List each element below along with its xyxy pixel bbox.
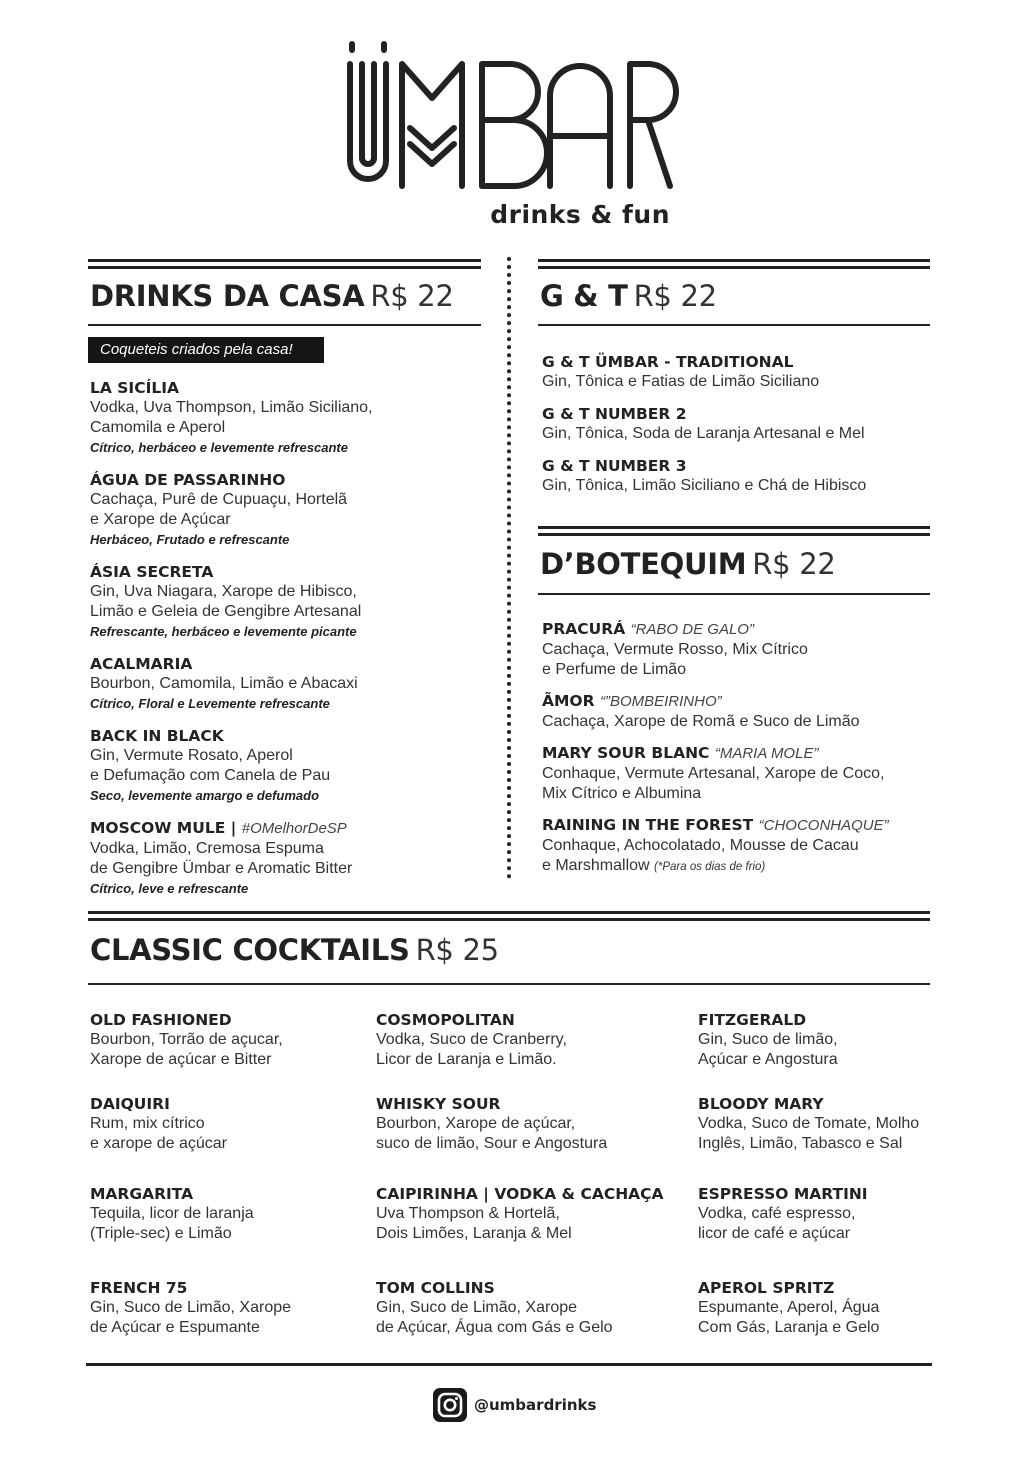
menu-item: [542, 352, 819, 392]
section-price: R$ 22: [633, 279, 717, 313]
section-title-text: CLASSIC COCKTAILS: [90, 933, 410, 967]
menu-item: [90, 726, 330, 805]
item-name: BLOODY MARY: [698, 1095, 824, 1113]
item-description: Cachaça, Xarope de Romã e Suco de Limão: [542, 713, 860, 730]
item-name: MARGARITA: [90, 1185, 194, 1203]
item-description: Vodka, Suco de Cranberry, Licor de Laranja e Limão.: [376, 1031, 567, 1068]
menu-item: [90, 1278, 291, 1338]
item-name: [542, 743, 884, 764]
item-description: Vodka, Uva Thompson, Limão Siciliano, Camomila e Aperol: [90, 399, 373, 436]
menu-item: [698, 1010, 838, 1070]
house-cocktails-tag: Coqueteis criados pela casa!: [88, 337, 324, 363]
item-name-text: MARY SOUR BLANC: [542, 744, 710, 762]
section-price: R$ 25: [415, 933, 499, 967]
item-description: Tequila, licor de laranja (Triple-sec) e Limão: [90, 1205, 254, 1242]
menu-item: [90, 378, 373, 457]
item-tasting-note: Herbáceo, Frutado e refrescante: [90, 532, 290, 547]
item-name: ÁGUA DE PASSARINHO: [90, 471, 286, 489]
item-name: TOM COLLINS: [376, 1279, 495, 1297]
item-name: CAIPIRINHA | VODKA & CACHAÇA: [376, 1185, 664, 1203]
item-name: ESPRESSO MARTINI: [698, 1185, 868, 1203]
item-name: G & T NUMBER 2: [542, 405, 687, 423]
menu-item: [542, 456, 866, 496]
menu-item: [90, 1184, 254, 1244]
instagram-handle-link[interactable]: @umbardrinks: [474, 1396, 597, 1414]
item-name: LA SICÍLIA: [90, 379, 179, 397]
item-description: Bourbon, Camomila, Limão e Abacaxi: [90, 675, 358, 692]
item-description: Uva Thompson & Hortelã, Dois Limões, Laranja & Mel: [376, 1205, 572, 1242]
item-name: ACALMARIA: [90, 655, 193, 673]
menu-item: [90, 470, 347, 549]
menu-item: [542, 743, 884, 804]
section-title-gt: [540, 279, 717, 313]
menu-item: [376, 1094, 607, 1154]
item-description: Rum, mix cítrico e xarope de açúcar: [90, 1115, 227, 1152]
item-description: Gin, Suco de limão, Açúcar e Angostura: [698, 1031, 838, 1068]
column-divider: [507, 257, 511, 879]
section-title-drinks-da-casa: [90, 279, 454, 313]
menu-item: [376, 1184, 664, 1244]
footer-rule: [86, 1363, 932, 1366]
item-name: BACK IN BLACK: [90, 727, 224, 745]
item-name: APEROL SPRITZ: [698, 1279, 835, 1297]
item-description: Cachaça, Purê de Cupuaçu, Hortelã e Xarope de Açúcar: [90, 491, 348, 528]
item-name: [542, 691, 860, 712]
menu-item: [90, 654, 358, 713]
section-title-text: DRINKS DA CASA: [90, 279, 365, 313]
item-alias: “MARIA MOLE”: [714, 745, 819, 762]
menu-item: [376, 1010, 567, 1070]
title-underline-right: [538, 324, 930, 326]
item-name: [542, 815, 889, 836]
menu-item: [90, 1094, 227, 1154]
item-name: FITZGERALD: [698, 1011, 807, 1029]
item-alias: “”BOMBEIRINHO”: [599, 693, 722, 710]
item-alias: “CHOCONHAQUE”: [758, 817, 889, 834]
section-title-botequim: [540, 547, 836, 581]
botequim-underline: [538, 593, 930, 595]
item-description: Gin, Suco de Limão, Xarope de Açúcar, Água com Gás e Gelo: [376, 1299, 613, 1336]
item-name: WHISKY SOUR: [376, 1095, 501, 1113]
menu-item: [542, 404, 865, 444]
section-title-text: G & T: [540, 279, 628, 313]
item-description: Bourbon, Xarope de açúcar, suco de limão, Sour e Angostura: [376, 1115, 608, 1152]
classic-underline: [88, 983, 930, 985]
menu-item: [90, 1010, 283, 1070]
item-tasting-note: Cítrico, leve e refrescante: [90, 881, 249, 896]
item-description: Gin, Tônica e Fatias de Limão Siciliano: [542, 373, 820, 390]
menu-item: [698, 1184, 868, 1244]
item-description: Conhaque, Vermute Artesanal, Xarope de Coco, Mix Cítrico e Albumina: [542, 765, 885, 802]
menu-item: [376, 1278, 613, 1338]
menu-item: [542, 691, 860, 732]
item-tasting-note: Refrescante, herbáceo e levemente picante: [90, 624, 357, 639]
item-tasting-note: Seco, levemente amargo e defumado: [90, 788, 320, 803]
item-name: COSMOPOLITAN: [376, 1011, 515, 1029]
item-name: OLD FASHIONED: [90, 1011, 232, 1029]
item-tasting-note: Cítrico, herbáceo e levemente refrescante: [90, 440, 348, 455]
item-name-text: PRACURÁ: [542, 620, 626, 638]
item-name-text: MOSCOW MULE |: [90, 819, 237, 837]
item-name: FRENCH 75: [90, 1279, 188, 1297]
section-price: R$ 22: [370, 279, 454, 313]
classic-rule: [88, 911, 930, 921]
item-name-text: RAINING IN THE FOREST: [542, 816, 754, 834]
item-name: DAIQUIRI: [90, 1095, 170, 1113]
item-description: Cachaça, Vermute Rosso, Mix Cítrico e Perfume de Limão: [542, 641, 808, 678]
botequim-rule: [538, 526, 930, 536]
section-title-text: D’BOTEQUIM: [540, 547, 747, 581]
section-price: R$ 22: [752, 547, 836, 581]
item-name: ÁSIA SECRETA: [90, 563, 214, 581]
instagram-icon[interactable]: [433, 1388, 467, 1422]
item-description: Gin, Vermute Rosato, Aperol e Defumação com Canela de Pau: [90, 747, 331, 784]
item-small-note: (*Para os dias de frio): [654, 861, 766, 873]
menu-item: [542, 619, 808, 680]
item-description: Gin, Uva Niagara, Xarope de Hibisco, Limão e Geleia de Gengibre Artesanal: [90, 583, 362, 620]
item-description: Gin, Tônica, Limão Siciliano e Chá de Hibisco: [542, 477, 867, 494]
menu-item: [90, 562, 361, 641]
item-description: Gin, Tônica, Soda de Laranja Artesanal e Mel: [542, 425, 865, 442]
menu-item: [698, 1094, 919, 1154]
item-description: Vodka, Limão, Cremosa Espuma de Gengibre Ümbar e Aromatic Bitter: [90, 840, 353, 877]
item-name: [90, 818, 352, 839]
item-name: G & T ÜMBAR - TRADITIONAL: [542, 353, 794, 371]
item-description: [542, 836, 889, 877]
menu-item: [542, 815, 889, 877]
item-description: Bourbon, Torrão de açucar, Xarope de açúcar e Bitter: [90, 1031, 283, 1068]
top-rule-right: [538, 259, 930, 269]
item-hashtag: #OMelhorDeSP: [241, 820, 347, 837]
top-rule-left: [88, 259, 481, 269]
item-description-text: Conhaque, Achocolatado, Mousse de Cacau e Marshmallow: [542, 837, 859, 874]
item-name: [542, 619, 808, 640]
item-description: Espumante, Aperol, Água Com Gás, Laranja e Gelo: [698, 1299, 880, 1336]
tagline: drinks & fun: [490, 200, 670, 229]
section-title-classic: [90, 933, 499, 967]
item-description: Gin, Suco de Limão, Xarope de Açúcar e Espumante: [90, 1299, 292, 1336]
item-name-text: ÃMOR: [542, 692, 595, 710]
item-alias: “RABO DE GALO”: [630, 621, 754, 638]
item-description: Vodka, café espresso, licor de café e açúcar: [698, 1205, 856, 1242]
item-description: Vodka, Suco de Tomate, Molho Inglês, Limão, Tabasco e Sal: [698, 1115, 920, 1152]
item-tasting-note: Cítrico, Floral e Levemente refrescante: [90, 696, 330, 711]
title-underline-left: [88, 324, 481, 326]
menu-item: [90, 818, 352, 898]
menu-item: [698, 1278, 879, 1338]
item-name: G & T NUMBER 3: [542, 457, 687, 475]
